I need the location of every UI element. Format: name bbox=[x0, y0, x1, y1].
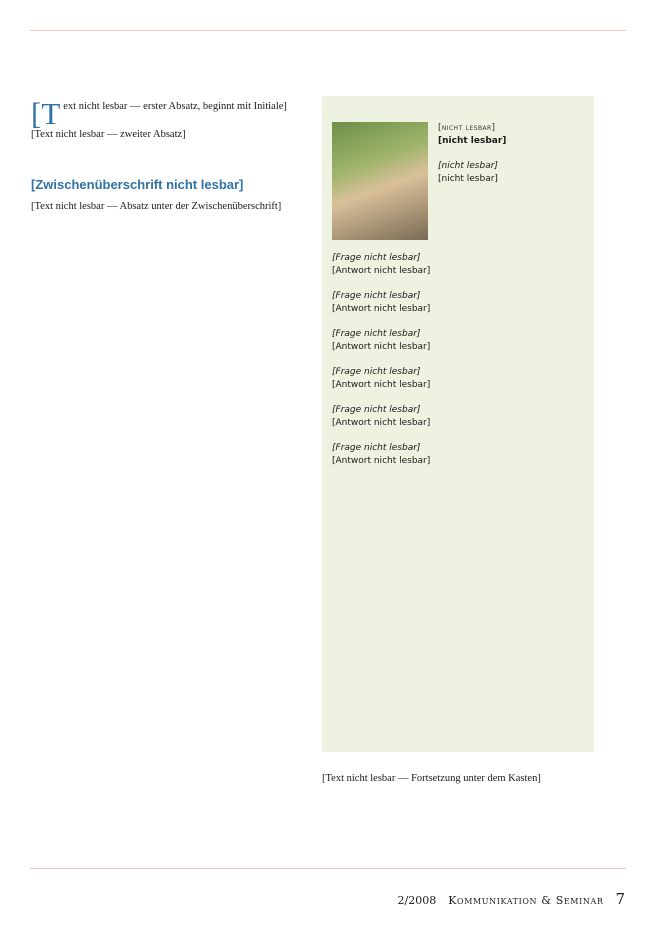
qa-question: [Frage nicht lesbar] bbox=[332, 367, 421, 377]
qa-answer: [Antwort nicht lesbar] bbox=[332, 418, 431, 428]
qa-answer: [Antwort nicht lesbar] bbox=[332, 380, 431, 390]
qa-item bbox=[332, 290, 584, 316]
box-byline: [nicht lesbar] bbox=[438, 136, 507, 146]
intro-answer: [nicht lesbar] bbox=[438, 174, 498, 184]
section-paragraph-1: [Text nicht lesbar — Absatz unter der Zwischenüberschrift] bbox=[31, 200, 282, 212]
qa-question: [Frage nicht lesbar] bbox=[332, 405, 421, 415]
interview-intro bbox=[438, 122, 506, 240]
left-column bbox=[31, 96, 307, 214]
right-column-continuation bbox=[322, 772, 594, 786]
qa-question: [Frage nicht lesbar] bbox=[332, 443, 421, 453]
qa-item bbox=[332, 328, 584, 354]
interview-box bbox=[322, 96, 594, 752]
bottom-rule bbox=[30, 868, 626, 869]
top-rule bbox=[30, 30, 626, 31]
portrait-photo bbox=[332, 122, 428, 240]
page-number: 7 bbox=[615, 890, 625, 908]
qa-question: [Frage nicht lesbar] bbox=[332, 329, 421, 339]
qa-item bbox=[332, 252, 584, 278]
qa-question: [Frage nicht lesbar] bbox=[332, 291, 421, 301]
qa-answer: [Antwort nicht lesbar] bbox=[332, 342, 431, 352]
continuation-paragraph: [Text nicht lesbar — Fortsetzung unter dem Kasten] bbox=[322, 773, 541, 784]
qa-item bbox=[332, 366, 584, 392]
section-heading: [Zwischenüberschrift nicht lesbar] bbox=[31, 176, 244, 192]
qa-answer: [Antwort nicht lesbar] bbox=[332, 304, 431, 314]
issue-number: 2/2008 bbox=[397, 894, 437, 907]
article-paragraph-2: [Text nicht lesbar — zweiter Absatz] bbox=[31, 129, 186, 141]
magazine-title: Kommunikation & Seminar bbox=[448, 894, 604, 907]
box-kicker: [nicht lesbar] bbox=[438, 123, 496, 133]
qa-answer: [Antwort nicht lesbar] bbox=[332, 456, 431, 466]
page-footer bbox=[398, 890, 625, 908]
intro-question: [nicht lesbar] bbox=[438, 161, 498, 171]
qa-item bbox=[332, 404, 584, 430]
interview-header bbox=[332, 122, 584, 240]
article-paragraph-1: [Text nicht lesbar — erster Absatz, beginnt mit Initiale] bbox=[31, 96, 287, 131]
qa-answer: [Antwort nicht lesbar] bbox=[332, 266, 431, 276]
qa-item bbox=[332, 442, 584, 468]
qa-question: [Frage nicht lesbar] bbox=[332, 253, 421, 263]
